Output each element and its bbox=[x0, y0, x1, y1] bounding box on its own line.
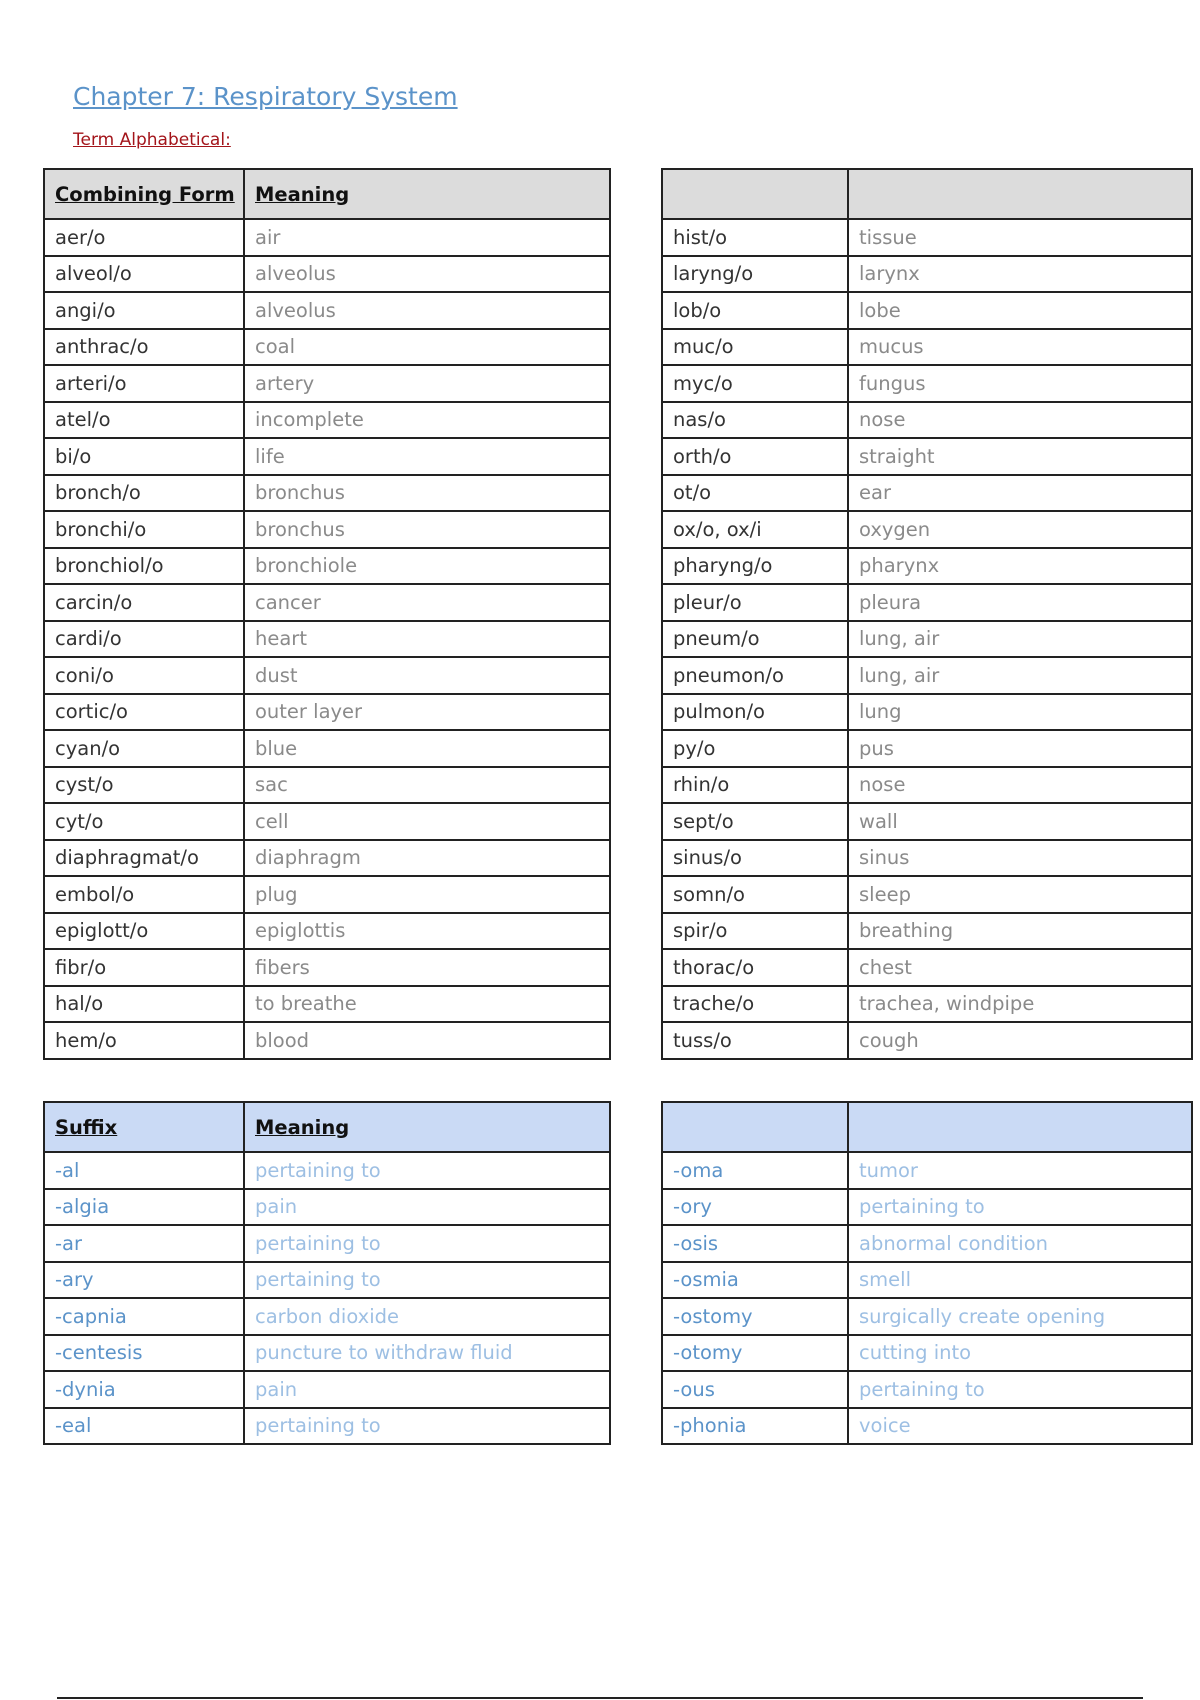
table-row bbox=[44, 1408, 610, 1445]
table-row bbox=[662, 803, 1192, 840]
term-cell: embol/o bbox=[44, 876, 244, 913]
term-cell: pneumon/o bbox=[662, 657, 848, 694]
term-cell: bi/o bbox=[44, 438, 244, 475]
term-cell: myc/o bbox=[662, 365, 848, 402]
table-row bbox=[44, 1371, 610, 1408]
meaning-cell: pain bbox=[244, 1371, 610, 1408]
term-cell: -osis bbox=[662, 1225, 848, 1262]
table-row bbox=[44, 694, 610, 731]
meaning-cell: pertaining to bbox=[244, 1152, 610, 1189]
term-cell: alveol/o bbox=[44, 256, 244, 293]
table-row bbox=[662, 1262, 1192, 1299]
term-cell: aer/o bbox=[44, 219, 244, 256]
table-row bbox=[44, 1152, 610, 1189]
meaning-cell: life bbox=[244, 438, 610, 475]
table-row bbox=[44, 657, 610, 694]
term-cell: cyan/o bbox=[44, 730, 244, 767]
meaning-cell: pertaining to bbox=[848, 1371, 1192, 1408]
meaning-cell: epiglottis bbox=[244, 913, 610, 950]
term-cell: -osmia bbox=[662, 1262, 848, 1299]
term-cell: trache/o bbox=[662, 986, 848, 1023]
term-cell: cyt/o bbox=[44, 803, 244, 840]
term-cell: rhin/o bbox=[662, 767, 848, 804]
table-row bbox=[662, 913, 1192, 950]
table-row bbox=[44, 767, 610, 804]
table-row bbox=[44, 292, 610, 329]
term-cell: tuss/o bbox=[662, 1022, 848, 1059]
table-row bbox=[662, 1298, 1192, 1335]
meaning-cell: abnormal condition bbox=[848, 1225, 1192, 1262]
suffix-table-right bbox=[661, 1101, 1193, 1445]
table-row bbox=[662, 511, 1192, 548]
meaning-cell: smell bbox=[848, 1262, 1192, 1299]
meaning-cell: coal bbox=[244, 329, 610, 366]
meaning-cell: cell bbox=[244, 803, 610, 840]
term-cell: angi/o bbox=[44, 292, 244, 329]
table-row bbox=[662, 438, 1192, 475]
term-cell: hal/o bbox=[44, 986, 244, 1023]
term-cell: ot/o bbox=[662, 475, 848, 512]
meaning-cell: alveolus bbox=[244, 256, 610, 293]
meaning-cell: bronchiole bbox=[244, 548, 610, 585]
table-row bbox=[44, 1298, 610, 1335]
meaning-cell: nose bbox=[848, 402, 1192, 439]
term-cell: -phonia bbox=[662, 1408, 848, 1445]
table-row bbox=[662, 1225, 1192, 1262]
meaning-cell: pharynx bbox=[848, 548, 1192, 585]
combining-forms-table-right bbox=[661, 168, 1193, 1060]
term-cell: anthrac/o bbox=[44, 329, 244, 366]
term-cell: -centesis bbox=[44, 1335, 244, 1372]
meaning-cell: pleura bbox=[848, 584, 1192, 621]
term-cell: -oma bbox=[662, 1152, 848, 1189]
term-cell: arteri/o bbox=[44, 365, 244, 402]
table-row bbox=[662, 730, 1192, 767]
term-cell: pulmon/o bbox=[662, 694, 848, 731]
term-cell: thorac/o bbox=[662, 949, 848, 986]
column-header-blank bbox=[662, 1102, 848, 1152]
meaning-cell: bronchus bbox=[244, 475, 610, 512]
column-header-suffix: Suffix bbox=[44, 1102, 244, 1152]
term-cell: muc/o bbox=[662, 329, 848, 366]
term-cell: diaphragmat/o bbox=[44, 840, 244, 877]
meaning-cell: pertaining to bbox=[244, 1408, 610, 1445]
meaning-cell: wall bbox=[848, 803, 1192, 840]
meaning-cell: cough bbox=[848, 1022, 1192, 1059]
section-subtitle: Term Alphabetical: bbox=[73, 130, 231, 150]
table-row bbox=[44, 548, 610, 585]
table-row bbox=[662, 1408, 1192, 1445]
table-row bbox=[44, 949, 610, 986]
meaning-cell: surgically create opening bbox=[848, 1298, 1192, 1335]
term-cell: bronchi/o bbox=[44, 511, 244, 548]
combining-forms-table-left bbox=[43, 168, 611, 1060]
meaning-cell: tumor bbox=[848, 1152, 1192, 1189]
term-cell: hist/o bbox=[662, 219, 848, 256]
table-row bbox=[44, 475, 610, 512]
term-cell: sept/o bbox=[662, 803, 848, 840]
table-row bbox=[44, 730, 610, 767]
meaning-cell: bronchus bbox=[244, 511, 610, 548]
meaning-cell: lung, air bbox=[848, 657, 1192, 694]
table-row bbox=[662, 475, 1192, 512]
table-row bbox=[662, 986, 1192, 1023]
meaning-cell: nose bbox=[848, 767, 1192, 804]
column-header-blank bbox=[662, 169, 848, 219]
table-row bbox=[662, 1189, 1192, 1226]
meaning-cell: sleep bbox=[848, 876, 1192, 913]
term-cell: -eal bbox=[44, 1408, 244, 1445]
meaning-cell: alveolus bbox=[244, 292, 610, 329]
table-row bbox=[662, 767, 1192, 804]
term-cell: -dynia bbox=[44, 1371, 244, 1408]
table-row bbox=[44, 402, 610, 439]
meaning-cell: dust bbox=[244, 657, 610, 694]
table-row bbox=[44, 1225, 610, 1262]
term-cell: -ous bbox=[662, 1371, 848, 1408]
meaning-cell: fungus bbox=[848, 365, 1192, 402]
column-header-combining-form: Combining Form bbox=[44, 169, 244, 219]
column-header-meaning: Meaning bbox=[244, 169, 610, 219]
table-row bbox=[44, 329, 610, 366]
meaning-cell: cancer bbox=[244, 584, 610, 621]
meaning-cell: pain bbox=[244, 1189, 610, 1226]
meaning-cell: larynx bbox=[848, 256, 1192, 293]
meaning-cell: artery bbox=[244, 365, 610, 402]
meaning-cell: pertaining to bbox=[244, 1225, 610, 1262]
table-row bbox=[662, 1152, 1192, 1189]
table-row bbox=[44, 365, 610, 402]
meaning-cell: pertaining to bbox=[848, 1189, 1192, 1226]
table-row bbox=[662, 694, 1192, 731]
meaning-cell: puncture to withdraw fluid bbox=[244, 1335, 610, 1372]
table-row bbox=[662, 365, 1192, 402]
table-row bbox=[44, 803, 610, 840]
term-cell: pharyng/o bbox=[662, 548, 848, 585]
table-row bbox=[662, 548, 1192, 585]
term-cell: spir/o bbox=[662, 913, 848, 950]
meaning-cell: tissue bbox=[848, 219, 1192, 256]
bottom-divider bbox=[57, 1697, 1143, 1699]
term-cell: epiglott/o bbox=[44, 913, 244, 950]
table-row bbox=[44, 913, 610, 950]
term-cell: bronch/o bbox=[44, 475, 244, 512]
table-row bbox=[44, 438, 610, 475]
term-cell: -al bbox=[44, 1152, 244, 1189]
meaning-cell: diaphragm bbox=[244, 840, 610, 877]
meaning-cell: outer layer bbox=[244, 694, 610, 731]
table-row bbox=[662, 402, 1192, 439]
meaning-cell: air bbox=[244, 219, 610, 256]
meaning-cell: oxygen bbox=[848, 511, 1192, 548]
meaning-cell: blue bbox=[244, 730, 610, 767]
table-row bbox=[662, 657, 1192, 694]
meaning-cell: mucus bbox=[848, 329, 1192, 366]
term-cell: py/o bbox=[662, 730, 848, 767]
table-row bbox=[662, 1022, 1192, 1059]
table-row bbox=[44, 1022, 610, 1059]
table-row bbox=[44, 1189, 610, 1226]
term-cell: -otomy bbox=[662, 1335, 848, 1372]
term-cell: laryng/o bbox=[662, 256, 848, 293]
column-header-meaning: Meaning bbox=[244, 1102, 610, 1152]
column-header-blank bbox=[848, 169, 1192, 219]
term-cell: pleur/o bbox=[662, 584, 848, 621]
table-row bbox=[662, 621, 1192, 658]
meaning-cell: chest bbox=[848, 949, 1192, 986]
term-cell: sinus/o bbox=[662, 840, 848, 877]
term-cell: -ory bbox=[662, 1189, 848, 1226]
table-row bbox=[662, 876, 1192, 913]
term-cell: -algia bbox=[44, 1189, 244, 1226]
term-cell: lob/o bbox=[662, 292, 848, 329]
meaning-cell: carbon dioxide bbox=[244, 1298, 610, 1335]
column-header-blank bbox=[848, 1102, 1192, 1152]
term-cell: pneum/o bbox=[662, 621, 848, 658]
meaning-cell: lung, air bbox=[848, 621, 1192, 658]
term-cell: -capnia bbox=[44, 1298, 244, 1335]
term-cell: fibr/o bbox=[44, 949, 244, 986]
table-row bbox=[662, 1371, 1192, 1408]
table-row bbox=[662, 256, 1192, 293]
meaning-cell: lobe bbox=[848, 292, 1192, 329]
term-cell: bronchiol/o bbox=[44, 548, 244, 585]
term-cell: hem/o bbox=[44, 1022, 244, 1059]
page-title: Chapter 7: Respiratory System bbox=[73, 82, 458, 111]
table-row bbox=[662, 219, 1192, 256]
meaning-cell: sac bbox=[244, 767, 610, 804]
term-cell: coni/o bbox=[44, 657, 244, 694]
table-row bbox=[662, 292, 1192, 329]
table-row bbox=[44, 1335, 610, 1372]
meaning-cell: sinus bbox=[848, 840, 1192, 877]
table-row bbox=[662, 1335, 1192, 1372]
table-row bbox=[44, 584, 610, 621]
meaning-cell: plug bbox=[244, 876, 610, 913]
table-row bbox=[44, 840, 610, 877]
meaning-cell: pus bbox=[848, 730, 1192, 767]
term-cell: orth/o bbox=[662, 438, 848, 475]
table-row bbox=[44, 876, 610, 913]
meaning-cell: pertaining to bbox=[244, 1262, 610, 1299]
meaning-cell: breathing bbox=[848, 913, 1192, 950]
table-row bbox=[44, 621, 610, 658]
meaning-cell: heart bbox=[244, 621, 610, 658]
term-cell: nas/o bbox=[662, 402, 848, 439]
table-row bbox=[44, 511, 610, 548]
term-cell: atel/o bbox=[44, 402, 244, 439]
meaning-cell: lung bbox=[848, 694, 1192, 731]
meaning-cell: fibers bbox=[244, 949, 610, 986]
term-cell: ox/o, ox/i bbox=[662, 511, 848, 548]
term-cell: -ary bbox=[44, 1262, 244, 1299]
meaning-cell: to breathe bbox=[244, 986, 610, 1023]
table-row bbox=[662, 329, 1192, 366]
meaning-cell: ear bbox=[848, 475, 1192, 512]
suffix-table-left bbox=[43, 1101, 611, 1445]
term-cell: cardi/o bbox=[44, 621, 244, 658]
term-cell: cyst/o bbox=[44, 767, 244, 804]
table-row bbox=[44, 219, 610, 256]
meaning-cell: voice bbox=[848, 1408, 1192, 1445]
meaning-cell: straight bbox=[848, 438, 1192, 475]
meaning-cell: trachea, windpipe bbox=[848, 986, 1192, 1023]
table-row bbox=[662, 584, 1192, 621]
table-row bbox=[44, 1262, 610, 1299]
term-cell: carcin/o bbox=[44, 584, 244, 621]
table-row bbox=[662, 840, 1192, 877]
term-cell: somn/o bbox=[662, 876, 848, 913]
term-cell: cortic/o bbox=[44, 694, 244, 731]
table-row bbox=[44, 256, 610, 293]
term-cell: -ostomy bbox=[662, 1298, 848, 1335]
table-row bbox=[662, 949, 1192, 986]
meaning-cell: incomplete bbox=[244, 402, 610, 439]
meaning-cell: blood bbox=[244, 1022, 610, 1059]
table-row bbox=[44, 986, 610, 1023]
term-cell: -ar bbox=[44, 1225, 244, 1262]
meaning-cell: cutting into bbox=[848, 1335, 1192, 1372]
